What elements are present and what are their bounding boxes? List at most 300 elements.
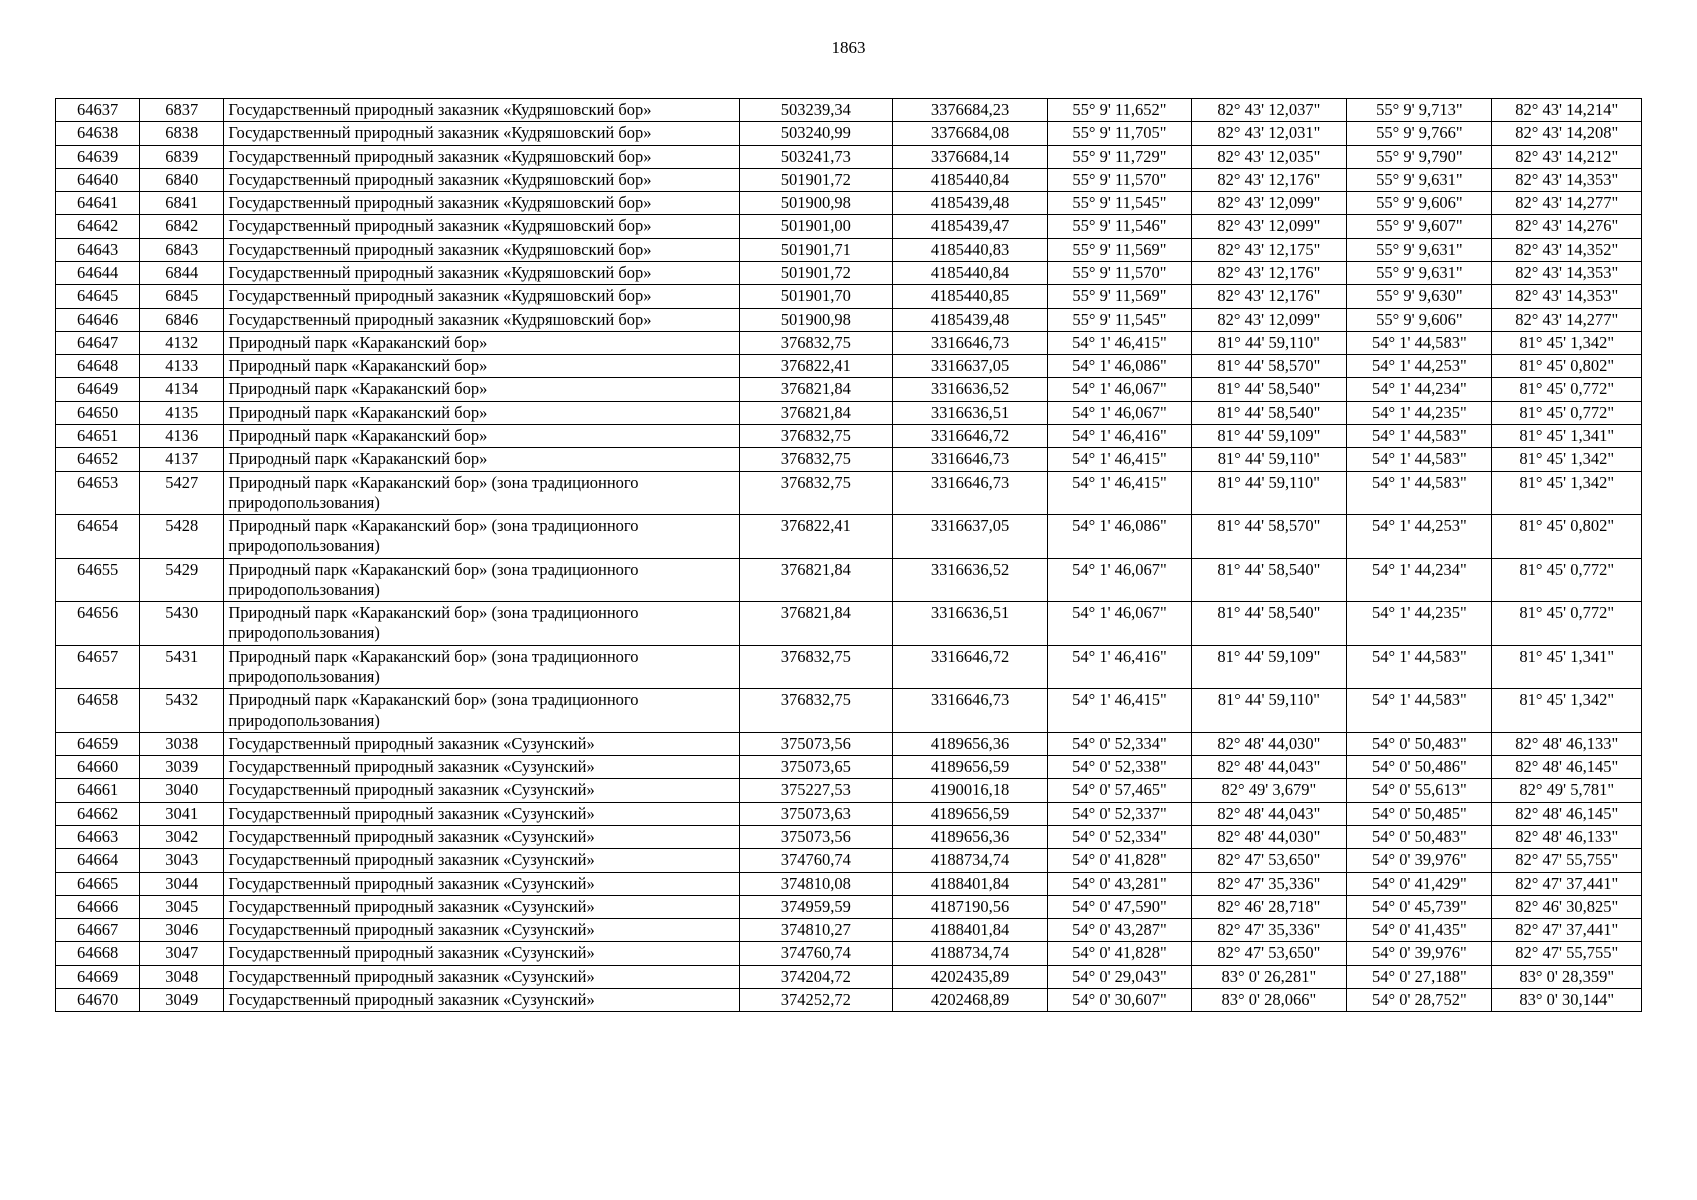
cell-x: 375073,56 (740, 732, 893, 755)
table-row (56, 689, 1642, 733)
cell-object-name: Государственный природный заказник «Сузунский» (224, 942, 740, 965)
table-row (56, 168, 1642, 191)
cell-y: 3316646,73 (892, 331, 1048, 354)
table-row (56, 558, 1642, 602)
table-row (56, 965, 1642, 988)
cell-x: 501900,98 (740, 308, 893, 331)
cell-code: 3038 (140, 732, 224, 755)
cell-id: 64665 (56, 872, 140, 895)
cell-lat-1: 54° 1' 46,067" (1048, 602, 1191, 646)
cell-lat-1: 54° 0' 52,337" (1048, 802, 1191, 825)
table-row (56, 988, 1642, 1011)
cell-code: 3041 (140, 802, 224, 825)
cell-lon-2: 81° 45' 1,342" (1492, 471, 1642, 515)
cell-y: 3316646,72 (892, 424, 1048, 447)
cell-id: 64640 (56, 168, 140, 191)
cell-lon-2: 83° 0' 28,359" (1492, 965, 1642, 988)
cell-lon-2: 81° 45' 1,342" (1492, 448, 1642, 471)
cell-lat-1: 54° 0' 41,828" (1048, 849, 1191, 872)
cell-y: 4189656,36 (892, 732, 1048, 755)
cell-x: 376821,84 (740, 378, 893, 401)
cell-lat-2: 54° 1' 44,234" (1347, 378, 1492, 401)
cell-y: 3316636,51 (892, 401, 1048, 424)
cell-lon-2: 82° 46' 30,825" (1492, 895, 1642, 918)
cell-code: 6846 (140, 308, 224, 331)
cell-lat-2: 54° 0' 41,429" (1347, 872, 1492, 895)
table-row (56, 919, 1642, 942)
cell-lat-1: 54° 1' 46,086" (1048, 355, 1191, 378)
cell-object-name: Государственный природный заказник «Кудряшовский бор» (224, 122, 740, 145)
cell-object-name: Государственный природный заказник «Сузунский» (224, 919, 740, 942)
cell-lon-1: 82° 47' 53,650" (1191, 942, 1347, 965)
cell-lon-1: 81° 44' 58,540" (1191, 558, 1347, 602)
cell-lon-1: 81° 44' 59,109" (1191, 645, 1347, 689)
cell-id: 64645 (56, 285, 140, 308)
cell-y: 4189656,59 (892, 802, 1048, 825)
cell-y: 3376684,23 (892, 99, 1048, 122)
cell-lon-2: 81° 45' 1,342" (1492, 689, 1642, 733)
table-row (56, 732, 1642, 755)
table-row (56, 261, 1642, 284)
cell-code: 5431 (140, 645, 224, 689)
cell-lon-2: 82° 43' 14,352" (1492, 238, 1642, 261)
cell-y: 3316646,73 (892, 689, 1048, 733)
table-row (56, 192, 1642, 215)
table-row (56, 802, 1642, 825)
cell-lon-1: 83° 0' 26,281" (1191, 965, 1347, 988)
cell-y: 4202435,89 (892, 965, 1048, 988)
cell-lon-1: 82° 47' 53,650" (1191, 849, 1347, 872)
cell-lat-1: 55° 9' 11,705" (1048, 122, 1191, 145)
cell-lat-1: 54° 1' 46,416" (1048, 424, 1191, 447)
cell-id: 64669 (56, 965, 140, 988)
cell-code: 3040 (140, 779, 224, 802)
table-row (56, 331, 1642, 354)
cell-lon-2: 82° 43' 14,214" (1492, 99, 1642, 122)
cell-lat-1: 54° 1' 46,086" (1048, 515, 1191, 559)
cell-lat-2: 54° 1' 44,235" (1347, 401, 1492, 424)
cell-object-name: Государственный природный заказник «Кудряшовский бор» (224, 238, 740, 261)
cell-lat-1: 55° 9' 11,569" (1048, 285, 1191, 308)
table-row (56, 872, 1642, 895)
cell-id: 64644 (56, 261, 140, 284)
cell-x: 376822,41 (740, 515, 893, 559)
cell-x: 375073,63 (740, 802, 893, 825)
cell-lat-1: 55° 9' 11,570" (1048, 168, 1191, 191)
cell-lat-2: 54° 1' 44,583" (1347, 424, 1492, 447)
cell-lat-2: 55° 9' 9,631" (1347, 238, 1492, 261)
cell-id: 64655 (56, 558, 140, 602)
cell-x: 374252,72 (740, 988, 893, 1011)
cell-lon-1: 81° 44' 59,109" (1191, 424, 1347, 447)
cell-lat-2: 55° 9' 9,766" (1347, 122, 1492, 145)
cell-x: 375073,56 (740, 826, 893, 849)
cell-code: 6837 (140, 99, 224, 122)
cell-object-name: Природный парк «Караканский бор» (224, 401, 740, 424)
cell-id: 64661 (56, 779, 140, 802)
cell-x: 503240,99 (740, 122, 893, 145)
cell-code: 6839 (140, 145, 224, 168)
cell-lat-2: 54° 1' 44,583" (1347, 645, 1492, 689)
cell-object-name: Государственный природный заказник «Сузунский» (224, 732, 740, 755)
cell-x: 376832,75 (740, 331, 893, 354)
cell-object-name: Природный парк «Караканский бор» (224, 378, 740, 401)
cell-lon-1: 82° 47' 35,336" (1191, 919, 1347, 942)
cell-lon-1: 82° 49' 3,679" (1191, 779, 1347, 802)
cell-lat-1: 55° 9' 11,570" (1048, 261, 1191, 284)
cell-code: 5428 (140, 515, 224, 559)
cell-lon-2: 83° 0' 30,144" (1492, 988, 1642, 1011)
cell-lon-1: 81° 44' 59,110" (1191, 448, 1347, 471)
cell-id: 64654 (56, 515, 140, 559)
cell-object-name: Государственный природный заказник «Сузунский» (224, 849, 740, 872)
cell-object-name: Государственный природный заказник «Сузунский» (224, 895, 740, 918)
cell-lon-1: 82° 47' 35,336" (1191, 872, 1347, 895)
cell-y: 3316646,73 (892, 448, 1048, 471)
cell-x: 375073,65 (740, 756, 893, 779)
cell-x: 376832,75 (740, 448, 893, 471)
cell-lat-1: 54° 1' 46,415" (1048, 471, 1191, 515)
cell-x: 374204,72 (740, 965, 893, 988)
table-row (56, 756, 1642, 779)
cell-lat-2: 54° 1' 44,583" (1347, 689, 1492, 733)
cell-lon-2: 82° 43' 14,353" (1492, 261, 1642, 284)
cell-lon-1: 82° 43' 12,099" (1191, 192, 1347, 215)
cell-lon-1: 83° 0' 28,066" (1191, 988, 1347, 1011)
cell-y: 3316637,05 (892, 515, 1048, 559)
cell-lat-2: 55° 9' 9,631" (1347, 261, 1492, 284)
cell-object-name: Государственный природный заказник «Сузунский» (224, 872, 740, 895)
cell-id: 64642 (56, 215, 140, 238)
cell-id: 64643 (56, 238, 140, 261)
cell-y: 4185440,84 (892, 168, 1048, 191)
cell-x: 374810,08 (740, 872, 893, 895)
cell-code: 6844 (140, 261, 224, 284)
cell-lon-2: 82° 47' 37,441" (1492, 919, 1642, 942)
cell-object-name: Природный парк «Караканский бор» (зона традиционного природопользования) (224, 602, 740, 646)
cell-lat-2: 54° 1' 44,253" (1347, 515, 1492, 559)
cell-code: 3042 (140, 826, 224, 849)
cell-y: 3376684,14 (892, 145, 1048, 168)
table-row (56, 355, 1642, 378)
cell-x: 501901,70 (740, 285, 893, 308)
cell-id: 64649 (56, 378, 140, 401)
cell-lon-1: 81° 44' 59,110" (1191, 331, 1347, 354)
cell-lon-1: 82° 43' 12,176" (1191, 261, 1347, 284)
cell-id: 64670 (56, 988, 140, 1011)
cell-y: 4185439,47 (892, 215, 1048, 238)
cell-object-name: Государственный природный заказник «Кудряшовский бор» (224, 145, 740, 168)
table-row (56, 448, 1642, 471)
cell-lat-1: 54° 1' 46,416" (1048, 645, 1191, 689)
cell-object-name: Природный парк «Караканский бор» (224, 331, 740, 354)
cell-object-name: Государственный природный заказник «Кудряшовский бор» (224, 99, 740, 122)
cell-y: 4185439,48 (892, 192, 1048, 215)
cell-lon-1: 82° 48' 44,043" (1191, 802, 1347, 825)
cell-lat-2: 54° 1' 44,583" (1347, 331, 1492, 354)
cell-y: 3316646,72 (892, 645, 1048, 689)
cell-id: 64656 (56, 602, 140, 646)
cell-lon-1: 81° 44' 59,110" (1191, 689, 1347, 733)
cell-object-name: Природный парк «Караканский бор» (зона традиционного природопользования) (224, 515, 740, 559)
cell-lon-2: 81° 45' 0,772" (1492, 378, 1642, 401)
cell-lat-1: 55° 9' 11,545" (1048, 192, 1191, 215)
cell-lon-1: 82° 43' 12,035" (1191, 145, 1347, 168)
cell-lon-2: 81° 45' 1,341" (1492, 645, 1642, 689)
cell-object-name: Природный парк «Караканский бор» (зона традиционного природопользования) (224, 645, 740, 689)
cell-object-name: Государственный природный заказник «Сузунский» (224, 779, 740, 802)
cell-lat-1: 54° 0' 52,334" (1048, 732, 1191, 755)
cell-lon-2: 81° 45' 1,341" (1492, 424, 1642, 447)
cell-y: 4188401,84 (892, 919, 1048, 942)
cell-id: 64648 (56, 355, 140, 378)
cell-lat-1: 55° 9' 11,545" (1048, 308, 1191, 331)
cell-lon-2: 82° 48' 46,133" (1492, 826, 1642, 849)
cell-x: 376832,75 (740, 424, 893, 447)
cell-id: 64668 (56, 942, 140, 965)
table-row (56, 238, 1642, 261)
cell-code: 3044 (140, 872, 224, 895)
cell-lat-2: 54° 0' 41,435" (1347, 919, 1492, 942)
cell-lat-2: 54° 0' 28,752" (1347, 988, 1492, 1011)
cell-id: 64647 (56, 331, 140, 354)
cell-x: 503241,73 (740, 145, 893, 168)
cell-lat-2: 54° 0' 55,613" (1347, 779, 1492, 802)
cell-object-name: Государственный природный заказник «Кудряшовский бор» (224, 168, 740, 191)
cell-y: 4202468,89 (892, 988, 1048, 1011)
cell-lon-1: 82° 43' 12,031" (1191, 122, 1347, 145)
cell-lat-1: 54° 0' 43,281" (1048, 872, 1191, 895)
cell-x: 376821,84 (740, 558, 893, 602)
cell-object-name: Природный парк «Караканский бор» (зона традиционного природопользования) (224, 471, 740, 515)
cell-lon-2: 82° 43' 14,277" (1492, 192, 1642, 215)
cell-lat-2: 54° 0' 50,486" (1347, 756, 1492, 779)
cell-lat-1: 55° 9' 11,652" (1048, 99, 1191, 122)
cell-lon-1: 82° 48' 44,030" (1191, 826, 1347, 849)
cell-y: 4188734,74 (892, 849, 1048, 872)
cell-lon-2: 82° 48' 46,145" (1492, 802, 1642, 825)
cell-lon-2: 81° 45' 0,772" (1492, 401, 1642, 424)
cell-lon-1: 82° 43' 12,099" (1191, 308, 1347, 331)
cell-lat-2: 55° 9' 9,606" (1347, 308, 1492, 331)
cell-x: 501900,98 (740, 192, 893, 215)
cell-lat-1: 54° 0' 41,828" (1048, 942, 1191, 965)
cell-object-name: Природный парк «Караканский бор» (224, 355, 740, 378)
table-row (56, 779, 1642, 802)
cell-code: 4136 (140, 424, 224, 447)
cell-lat-2: 55° 9' 9,606" (1347, 192, 1492, 215)
cell-lon-2: 82° 43' 14,276" (1492, 215, 1642, 238)
cell-id: 64638 (56, 122, 140, 145)
cell-lon-2: 81° 45' 1,342" (1492, 331, 1642, 354)
cell-lon-1: 82° 43' 12,099" (1191, 215, 1347, 238)
cell-id: 64653 (56, 471, 140, 515)
cell-lon-1: 82° 43' 12,175" (1191, 238, 1347, 261)
cell-x: 374760,74 (740, 942, 893, 965)
cell-lat-2: 54° 0' 50,483" (1347, 826, 1492, 849)
cell-id: 64662 (56, 802, 140, 825)
cell-lat-1: 54° 0' 47,590" (1048, 895, 1191, 918)
cell-lat-2: 54° 1' 44,583" (1347, 448, 1492, 471)
cell-lon-2: 81° 45' 0,772" (1492, 602, 1642, 646)
cell-x: 376832,75 (740, 689, 893, 733)
cell-y: 3316637,05 (892, 355, 1048, 378)
cell-lat-2: 55° 9' 9,630" (1347, 285, 1492, 308)
cell-x: 376832,75 (740, 471, 893, 515)
cell-x: 501901,71 (740, 238, 893, 261)
cell-lat-2: 54° 0' 50,485" (1347, 802, 1492, 825)
cell-id: 64666 (56, 895, 140, 918)
cell-y: 3316646,73 (892, 471, 1048, 515)
table-row (56, 895, 1642, 918)
cell-lat-2: 54° 0' 39,976" (1347, 942, 1492, 965)
table-row (56, 285, 1642, 308)
cell-lat-2: 55° 9' 9,713" (1347, 99, 1492, 122)
cell-lat-2: 54° 1' 44,583" (1347, 471, 1492, 515)
cell-lat-1: 54° 0' 57,465" (1048, 779, 1191, 802)
cell-y: 4188734,74 (892, 942, 1048, 965)
cell-code: 3047 (140, 942, 224, 965)
table-row (56, 122, 1642, 145)
cell-object-name: Государственный природный заказник «Кудряшовский бор» (224, 261, 740, 284)
cell-y: 4190016,18 (892, 779, 1048, 802)
cell-code: 4134 (140, 378, 224, 401)
cell-lon-2: 82° 47' 55,755" (1492, 942, 1642, 965)
cell-y: 4188401,84 (892, 872, 1048, 895)
cell-lon-1: 82° 48' 44,043" (1191, 756, 1347, 779)
cell-lon-1: 82° 46' 28,718" (1191, 895, 1347, 918)
cell-id: 64659 (56, 732, 140, 755)
page-number: 1863 (831, 38, 866, 57)
cell-code: 6845 (140, 285, 224, 308)
table-row (56, 602, 1642, 646)
cell-object-name: Государственный природный заказник «Кудряшовский бор» (224, 192, 740, 215)
cell-lon-2: 81° 45' 0,802" (1492, 355, 1642, 378)
cell-x: 501901,00 (740, 215, 893, 238)
cell-lon-2: 82° 43' 14,277" (1492, 308, 1642, 331)
table-row (56, 424, 1642, 447)
cell-lat-1: 54° 0' 43,287" (1048, 919, 1191, 942)
cell-lon-2: 82° 47' 55,755" (1492, 849, 1642, 872)
cell-lat-1: 54° 1' 46,067" (1048, 378, 1191, 401)
cell-lat-2: 55° 9' 9,607" (1347, 215, 1492, 238)
cell-lon-2: 82° 48' 46,133" (1492, 732, 1642, 755)
cell-y: 4185440,83 (892, 238, 1048, 261)
table-row (56, 215, 1642, 238)
cell-lat-2: 54° 0' 39,976" (1347, 849, 1492, 872)
table-row (56, 145, 1642, 168)
table-row (56, 645, 1642, 689)
cell-object-name: Природный парк «Караканский бор» (224, 424, 740, 447)
cell-y: 3316636,51 (892, 602, 1048, 646)
cell-code: 5429 (140, 558, 224, 602)
cell-id: 64652 (56, 448, 140, 471)
cell-lon-2: 82° 49' 5,781" (1492, 779, 1642, 802)
cell-object-name: Государственный природный заказник «Сузунский» (224, 988, 740, 1011)
cell-code: 4135 (140, 401, 224, 424)
cell-object-name: Государственный природный заказник «Сузунский» (224, 756, 740, 779)
cell-code: 3046 (140, 919, 224, 942)
cell-lat-2: 54° 1' 44,235" (1347, 602, 1492, 646)
cell-y: 3376684,08 (892, 122, 1048, 145)
cell-x: 376832,75 (740, 645, 893, 689)
cell-lon-1: 82° 43' 12,037" (1191, 99, 1347, 122)
table-row (56, 515, 1642, 559)
cell-x: 501901,72 (740, 261, 893, 284)
cell-y: 4185440,84 (892, 261, 1048, 284)
cell-lat-1: 55° 9' 11,546" (1048, 215, 1191, 238)
cell-code: 3048 (140, 965, 224, 988)
cell-x: 501901,72 (740, 168, 893, 191)
cell-lat-1: 54° 1' 46,415" (1048, 689, 1191, 733)
cell-object-name: Природный парк «Караканский бор» (зона традиционного природопользования) (224, 689, 740, 733)
cell-id: 64660 (56, 756, 140, 779)
cell-code: 3049 (140, 988, 224, 1011)
cell-code: 4132 (140, 331, 224, 354)
cell-lat-2: 54° 0' 45,739" (1347, 895, 1492, 918)
cell-id: 64667 (56, 919, 140, 942)
table-row (56, 471, 1642, 515)
cell-object-name: Природный парк «Караканский бор» (зона традиционного природопользования) (224, 558, 740, 602)
cell-lon-1: 81° 44' 58,540" (1191, 401, 1347, 424)
cell-code: 4133 (140, 355, 224, 378)
cell-code: 6840 (140, 168, 224, 191)
cell-lat-1: 54° 0' 52,334" (1048, 826, 1191, 849)
cell-lat-1: 54° 0' 52,338" (1048, 756, 1191, 779)
cell-object-name: Государственный природный заказник «Сузунский» (224, 965, 740, 988)
cell-lon-1: 82° 43' 12,176" (1191, 285, 1347, 308)
cell-code: 3043 (140, 849, 224, 872)
cell-y: 3316636,52 (892, 378, 1048, 401)
cell-lon-2: 81° 45' 0,772" (1492, 558, 1642, 602)
cell-y: 4187190,56 (892, 895, 1048, 918)
table-row (56, 826, 1642, 849)
cell-y: 3316636,52 (892, 558, 1048, 602)
cell-y: 4185439,48 (892, 308, 1048, 331)
cell-object-name: Природный парк «Караканский бор» (224, 448, 740, 471)
cell-y: 4189656,59 (892, 756, 1048, 779)
cell-id: 64639 (56, 145, 140, 168)
cell-lat-1: 55° 9' 11,729" (1048, 145, 1191, 168)
cell-lat-2: 54° 0' 50,483" (1347, 732, 1492, 755)
cell-object-name: Государственный природный заказник «Сузунский» (224, 826, 740, 849)
cell-y: 4185440,85 (892, 285, 1048, 308)
cell-x: 375227,53 (740, 779, 893, 802)
cell-lat-1: 54° 1' 46,415" (1048, 331, 1191, 354)
cell-x: 374760,74 (740, 849, 893, 872)
cell-lon-1: 82° 43' 12,176" (1191, 168, 1347, 191)
cell-lon-1: 82° 48' 44,030" (1191, 732, 1347, 755)
cell-lat-1: 54° 0' 30,607" (1048, 988, 1191, 1011)
table-body (56, 99, 1642, 1012)
table-row (56, 99, 1642, 122)
cell-code: 5430 (140, 602, 224, 646)
cell-id: 64650 (56, 401, 140, 424)
cell-lat-1: 55° 9' 11,569" (1048, 238, 1191, 261)
table-container (55, 98, 1642, 1012)
table-row (56, 942, 1642, 965)
cell-lat-1: 54° 1' 46,067" (1048, 558, 1191, 602)
cell-lon-2: 82° 43' 14,208" (1492, 122, 1642, 145)
cell-lat-2: 54° 1' 44,253" (1347, 355, 1492, 378)
cell-x: 376821,84 (740, 602, 893, 646)
cell-x: 503239,34 (740, 99, 893, 122)
cell-code: 6841 (140, 192, 224, 215)
cell-id: 64658 (56, 689, 140, 733)
cell-lon-2: 82° 47' 37,441" (1492, 872, 1642, 895)
coordinates-table (55, 98, 1642, 1012)
table-row (56, 849, 1642, 872)
